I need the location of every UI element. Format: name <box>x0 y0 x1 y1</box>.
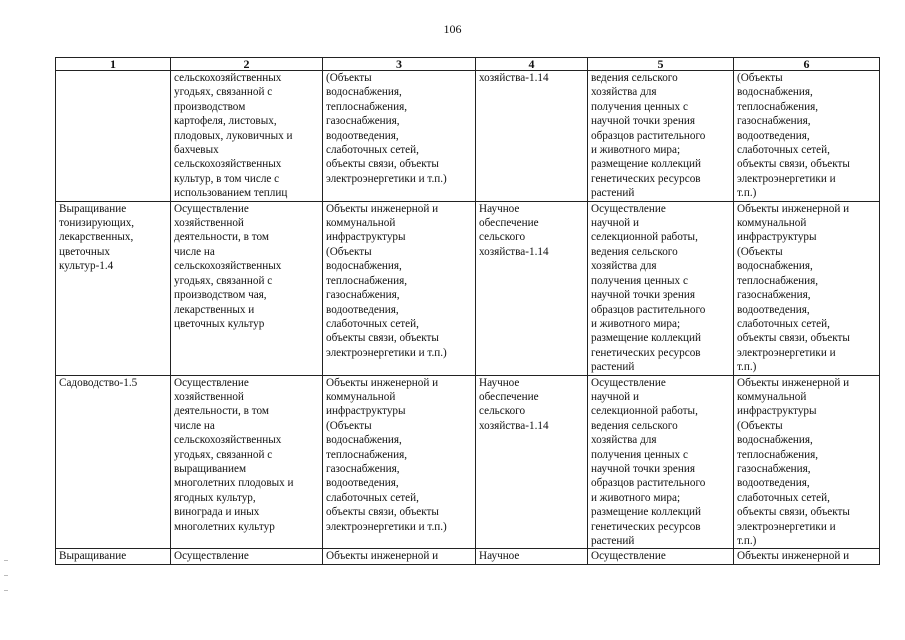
table-cell-conditional-description: Осуществление научной и селекционной работы, ведения сельского хозяйства для получения ценных с научной точки зрения образцов растительного и животного мира; размещение коллекций генетических ресурсов растений <box>588 201 734 375</box>
table-cell-auxiliary: Объекты инженерной и коммунальной инфраструктуры (Объекты водоснабжения, теплоснабжения, газоснабжения, водоотведения, слаботочных сетей, объекты связи, объекты электроэнергетики и т.п.) <box>323 201 476 375</box>
table-cell-auxiliary: Объекты инженерной и коммунальной инфраструктуры (Объекты водоснабжения, теплоснабжения, газоснабжения, водоотведения, слаботочных сетей, объекты связи, объекты электроэнергетики и т.п.) <box>323 375 476 549</box>
table-cell-conditional-description: ведения сельского хозяйства для получения ценных с научной точки зрения образцов растительного и животного мира; размещение коллекций генетических ресурсов растений <box>588 71 734 202</box>
header-row <box>56 58 880 71</box>
table-cell-use-name <box>56 71 171 202</box>
col-header-2: 2 <box>171 58 323 71</box>
table-cell-description: Осуществление хозяйственной деятельности, в том числе на сельскохозяйственных угодьях, связанной с выращиванием многолетних плодовых и ягодных культур, винограда и иных многолетних культур <box>171 375 323 549</box>
table-row <box>56 375 880 549</box>
table-viewport <box>55 57 881 578</box>
table-cell-conditional-use: Научное <box>476 549 588 564</box>
table-cell-description: сельскохозяйственных угодьях, связанной с производством картофеля, листовых, плодовых, луковичных и бахчевых сельскохозяйственных культур, в том числе с использованием теплиц <box>171 71 323 202</box>
table-cell-auxiliary: Объекты инженерной и <box>323 549 476 564</box>
permitted-use-table <box>55 57 880 565</box>
table-cell-conditional-use: Научное обеспечение сельского хозяйства-1.14 <box>476 375 588 549</box>
table-cell-conditional-description: Осуществление <box>588 549 734 564</box>
scan-edge-mark <box>4 575 8 576</box>
col-header-3: 3 <box>323 58 476 71</box>
table-cell-conditional-auxiliary: Объекты инженерной и коммунальной инфраструктуры (Объекты водоснабжения, теплоснабжения, газоснабжения, водоотведения, слаботочных сетей, объекты связи, объекты электроэнергетики и т.п.) <box>734 201 880 375</box>
table-row <box>56 549 880 564</box>
table-row <box>56 201 880 375</box>
col-header-5: 5 <box>588 58 734 71</box>
table-cell-description: Осуществление <box>171 549 323 564</box>
table-cell-conditional-auxiliary: Объекты инженерной и <box>734 549 880 564</box>
page-number: 106 <box>443 22 462 36</box>
table-cell-conditional-auxiliary: (Объекты водоснабжения, теплоснабжения, газоснабжения, водоотведения, слаботочных сетей, объекты связи, объекты электроэнергетики и т.п.) <box>734 71 880 202</box>
table-cell-use-name: Выращивание тонизирующих, лекарственных, цветочных культур-1.4 <box>56 201 171 375</box>
table-cell-conditional-use: хозяйства-1.14 <box>476 71 588 202</box>
table-cell-use-name: Садоводство-1.5 <box>56 375 171 549</box>
table-cell-conditional-description: Осуществление научной и селекционной работы, ведения сельского хозяйства для получения ценных с научной точки зрения образцов растительного и животного мира; размещение коллекций генетических ресурсов растений <box>588 375 734 549</box>
table-cell-conditional-auxiliary: Объекты инженерной и коммунальной инфраструктуры (Объекты водоснабжения, теплоснабжения, газоснабжения, водоотведения, слаботочных сетей, объекты связи, объекты электроэнергетики и т.п.) <box>734 375 880 549</box>
table-cell-description: Осуществление хозяйственной деятельности, в том числе на сельскохозяйственных угодьях, связанной с производством чая, лекарственных и цветочных культур <box>171 201 323 375</box>
table-cell-conditional-use: Научное обеспечение сельского хозяйства-1.14 <box>476 201 588 375</box>
col-header-6: 6 <box>734 58 880 71</box>
table-row <box>56 71 880 202</box>
table-cell-use-name: Выращивание <box>56 549 171 564</box>
scan-edge-mark <box>4 590 8 591</box>
col-header-4: 4 <box>476 58 588 71</box>
table-cell-auxiliary: (Объекты водоснабжения, теплоснабжения, газоснабжения, водоотведения, слаботочных сетей, объекты связи, объекты электроэнергетики и т.п.) <box>323 71 476 202</box>
scan-edge-mark <box>4 560 8 561</box>
col-header-1: 1 <box>56 58 171 71</box>
